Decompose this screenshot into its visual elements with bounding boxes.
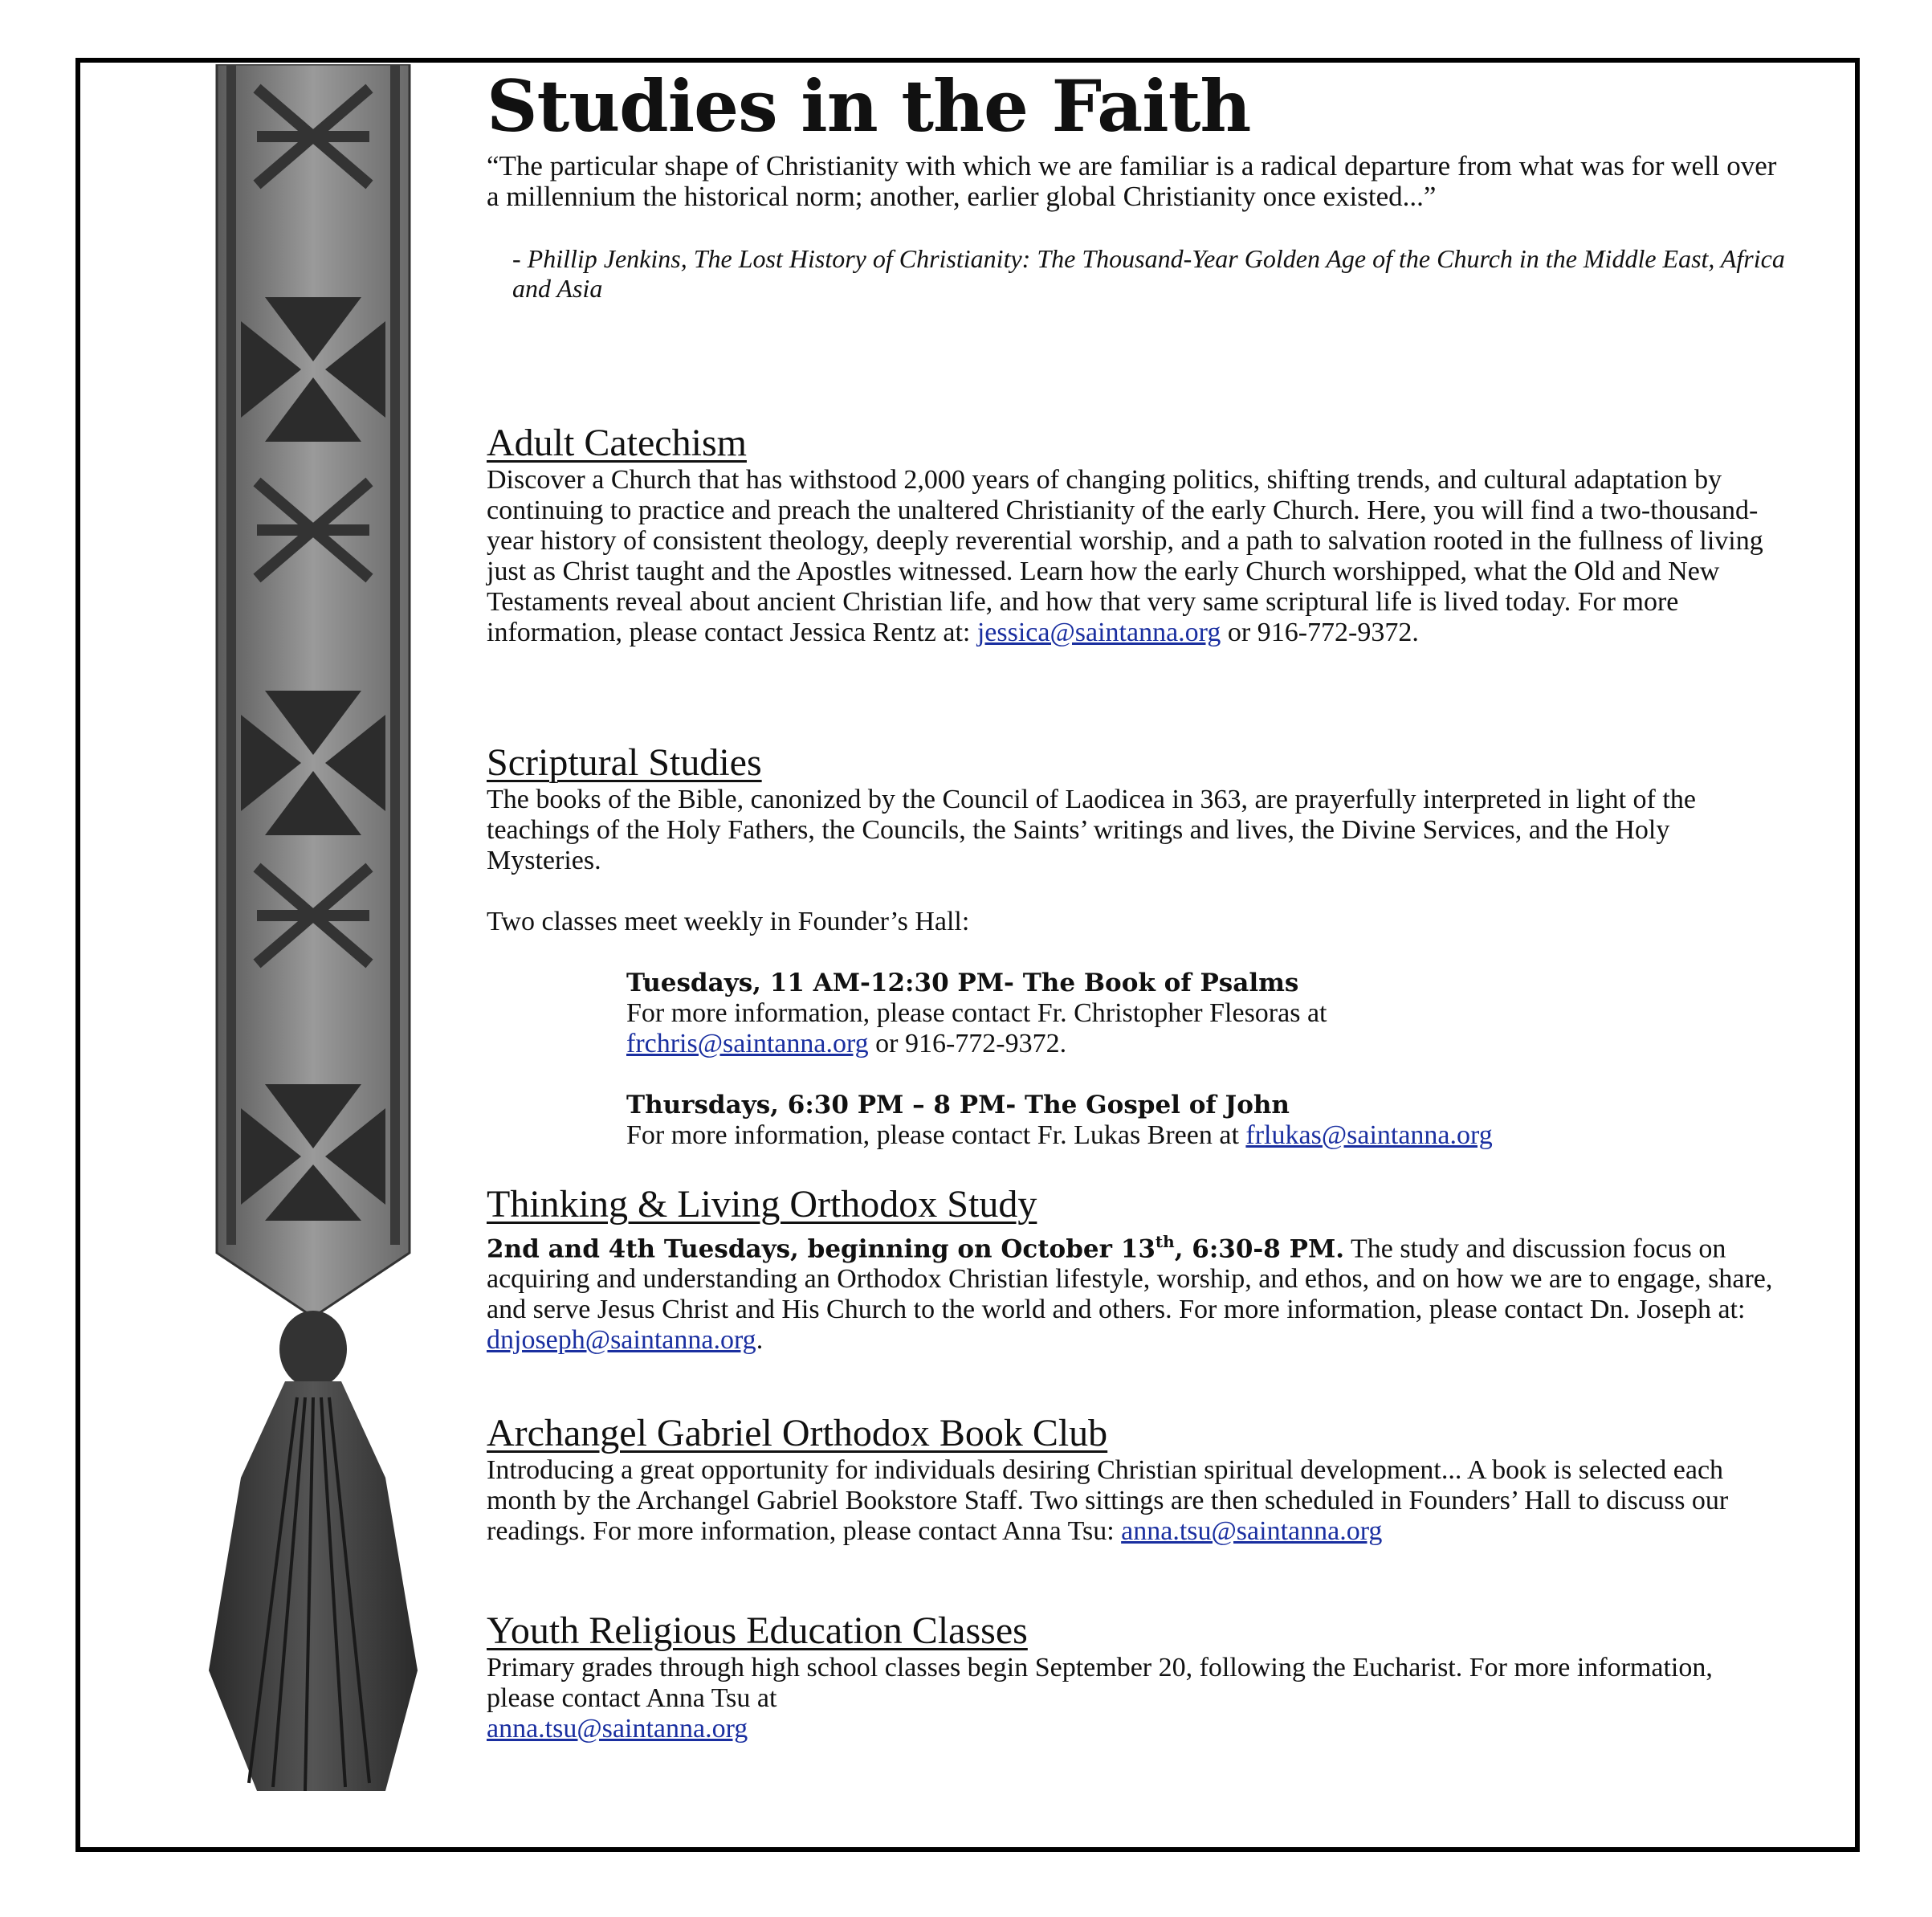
section-heading: Adult Catechism xyxy=(487,422,747,464)
period: . xyxy=(756,1325,764,1356)
class-john xyxy=(626,1090,1787,1151)
ordinal-suffix: th xyxy=(1155,1232,1175,1251)
catechism-phone: or 916-772-9372. xyxy=(1221,618,1419,647)
class-info xyxy=(626,998,1787,1059)
catechism-text: Discover a Church that has withstood 2,000 years of changing politics, shifting trends, and cultural adaptation by continuing to practice and preach the unaltered Christianity of the early Church. Here, you will find a two-thousand-year history of consistent theology, deeply reverential worship, and a path to salvation rooted in the fullness of living just as Christ taught and the Apostles witnessed. Learn how the early Church worshipped, what the Old and New Testaments reveal about ancient Christian life, and how that very same scriptural life is lived today. For more information, please contact Jessica Rentz at: xyxy=(487,465,1763,647)
section-thinking-living xyxy=(487,1183,1787,1356)
section-body: The books of the Bible, canonized by the Council of Laodicea in 363, are prayerfully interpreted in light of the teachings of the Holy Fathers, the Councils, the Saints’ writings and lives, the Divine Services, and the Holy Mysteries. xyxy=(487,785,1696,875)
dnjoseph-email-link[interactable]: dnjoseph@saintanna.org xyxy=(487,1325,756,1356)
anna-email-link[interactable]: anna.tsu@saintanna.org xyxy=(1121,1516,1383,1546)
section-heading: Scriptural Studies xyxy=(487,741,762,784)
quote-attribution: - Phillip Jenkins, The Lost History of Christianity: The Thousand-Year Golden Age of the Church in the Middle East, Africa and Asia xyxy=(512,244,1785,303)
main-content xyxy=(487,64,1787,1744)
class-info xyxy=(626,1120,1787,1151)
page-title: Studies in the Faith xyxy=(487,64,1251,148)
class-info-text: For more information, please contact Fr. Christopher Flesoras at xyxy=(626,998,1327,1028)
bookmark-tassel-image xyxy=(112,64,450,1847)
section-youth-education xyxy=(487,1609,1787,1744)
section-book-club xyxy=(487,1412,1787,1547)
section-adult-catechism xyxy=(487,422,1787,648)
youth-text: Primary grades through high school classes begin September 20, following the Eucharist. For more information, please contact Anna Tsu at xyxy=(487,1653,1713,1713)
classes-intro: Two classes meet weekly in Founder’s Hall: xyxy=(487,907,970,936)
thinking-text: The study and discussion focus on acquiring and understanding an Orthodox Christian lifestyle, worship, and ethos, and on how we are to engage, share, and serve Jesus Christ and His Church to the world and others. For more information, please contact Dn. Joseph at: xyxy=(487,1234,1773,1325)
class-title: Tuesdays, 11 AM-12:30 PM- The Book of Psalms xyxy=(626,969,1299,997)
class-psalms xyxy=(626,968,1787,1059)
class-phone: or 916-772-9372. xyxy=(868,1029,1067,1058)
frlukas-email-link[interactable]: frlukas@saintanna.org xyxy=(1245,1120,1493,1150)
section-heading: Thinking & Living Orthodox Study xyxy=(487,1183,1037,1226)
bookclub-text: Introducing a great opportunity for individuals desiring Christian spiritual development... A book is selected each month by the Archangel Gabriel Bookstore Staff. Two sittings are then scheduled in Founders’ Hall to discuss our readings. For more information, please contact Anna Tsu: xyxy=(487,1455,1729,1546)
opening-quote: “The particular shape of Christianity with which we are familiar is a radical departure from what was for well over a millennium the historical norm; another, earlier global Christianity once existed...” xyxy=(487,150,1777,212)
class-info-text: For more information, please contact Fr. Lukas Breen at xyxy=(626,1120,1246,1150)
class-title: Thursdays, 6:30 PM – 8 PM- The Gospel of John xyxy=(626,1091,1290,1120)
section-body xyxy=(487,1455,1787,1547)
catechism-email-link[interactable]: jessica@saintanna.org xyxy=(976,618,1221,647)
section-heading: Archangel Gabriel Orthodox Book Club xyxy=(487,1412,1108,1454)
section-body xyxy=(487,1226,1787,1356)
section-body xyxy=(487,1653,1787,1744)
anna-email-link-youth[interactable]: anna.tsu@saintanna.org xyxy=(487,1714,748,1744)
schedule-time: , 6:30-8 PM. xyxy=(1174,1234,1345,1264)
schedule-text: 2nd and 4th Tuesdays, beginning on October 13 xyxy=(487,1234,1156,1264)
section-scriptural-studies xyxy=(487,741,1787,1151)
frchris-email-link[interactable]: frchris@saintanna.org xyxy=(626,1029,869,1058)
section-body xyxy=(487,465,1787,648)
section-heading: Youth Religious Education Classes xyxy=(487,1609,1028,1652)
